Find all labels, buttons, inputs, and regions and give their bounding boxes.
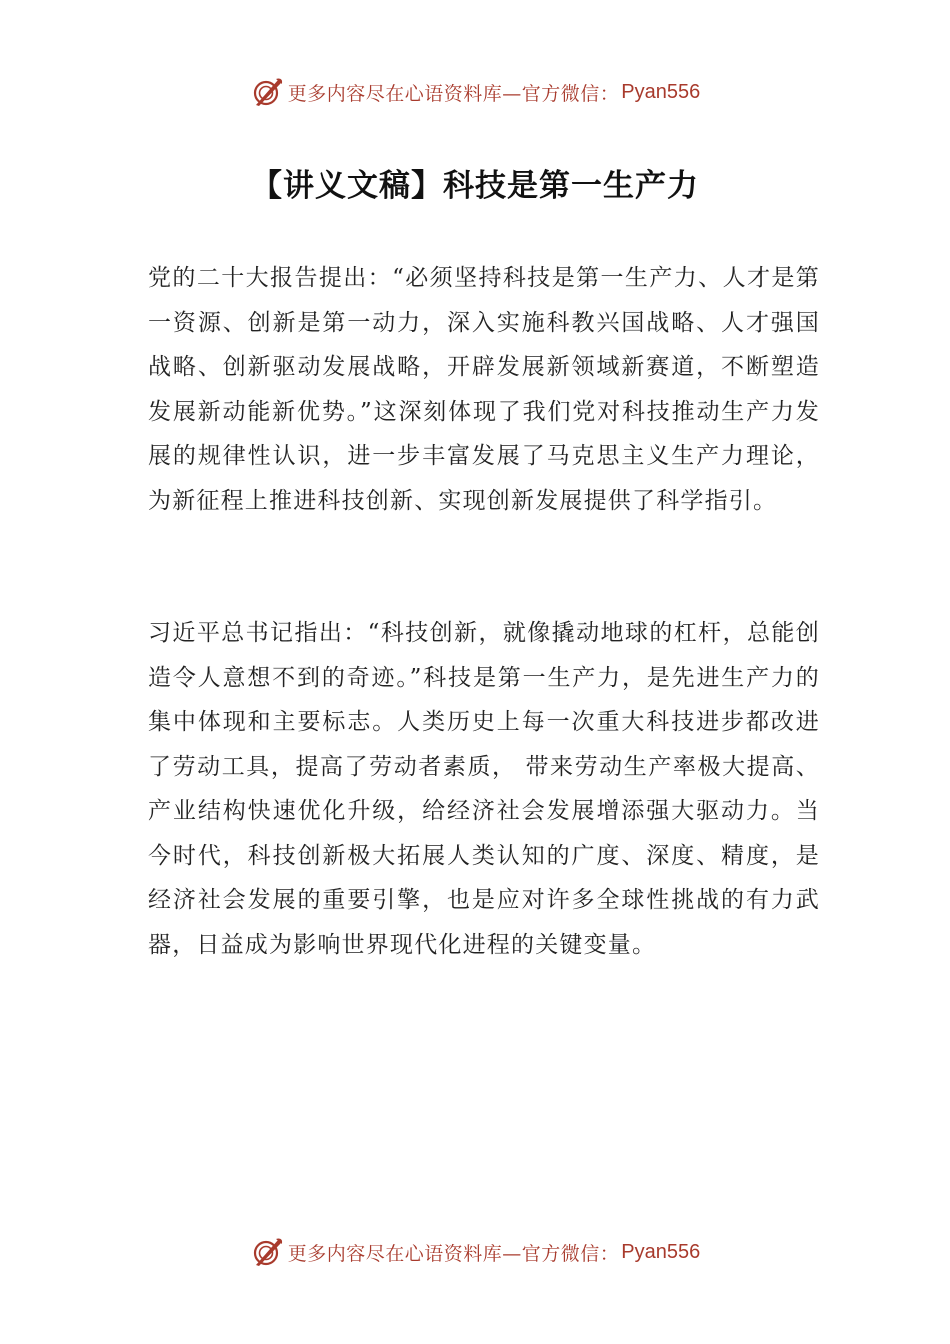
quill-pen-logo-icon — [250, 75, 284, 109]
banner-text: 更多内容尽在心语资料库—官方微信： — [287, 1242, 620, 1265]
header-banner — [0, 72, 950, 112]
paragraph-2: 习近平总书记指出：“科技创新，就像撬动地球的杠杆，总能创造令人意想不到的奇迹。”科技是第一生产力，是先进生产力的集中体现和主要标志。人类历史上每一次重大科技进步都改进了劳动工具，提高了劳动者素质， 带来劳动生产率极大提高、产业结构快速优化升级，给经济社会发展增添强大驱动力。当今时代，科技创新极大拓展人类认知的广度、深度、精度，是经济社会发展的重要引擎，也是应对许多全球性挑战的有力武器，日益成为影响世界现代化进程的关键变量。 — [148, 620, 820, 958]
paragraph-1: 党的二十大报告提出：“必须坚持科技是第一生产力、人才是第一资源、创新是第一动力，深入实施科教兴国战略、人才强国战略、创新驱动发展战略，开辟发展新领域新赛道，不断塑造发展新动能新优势。”这深刻体现了我们党对科技推动生产力发展的规律性认识，进一步丰富发展了马克思主义生产力理论，为新征程上推进科技创新、实现创新发展提供了科学指引。 — [148, 265, 820, 514]
wechat-id: Pyan556 — [621, 1240, 701, 1263]
quill-pen-logo-icon — [250, 1235, 284, 1269]
footer-banner — [0, 1232, 950, 1272]
wechat-id: Pyan556 — [621, 80, 701, 103]
banner-text: 更多内容尽在心语资料库—官方微信： — [287, 82, 620, 105]
document-title: 【讲义文稿】科技是第一生产力 — [251, 168, 699, 204]
